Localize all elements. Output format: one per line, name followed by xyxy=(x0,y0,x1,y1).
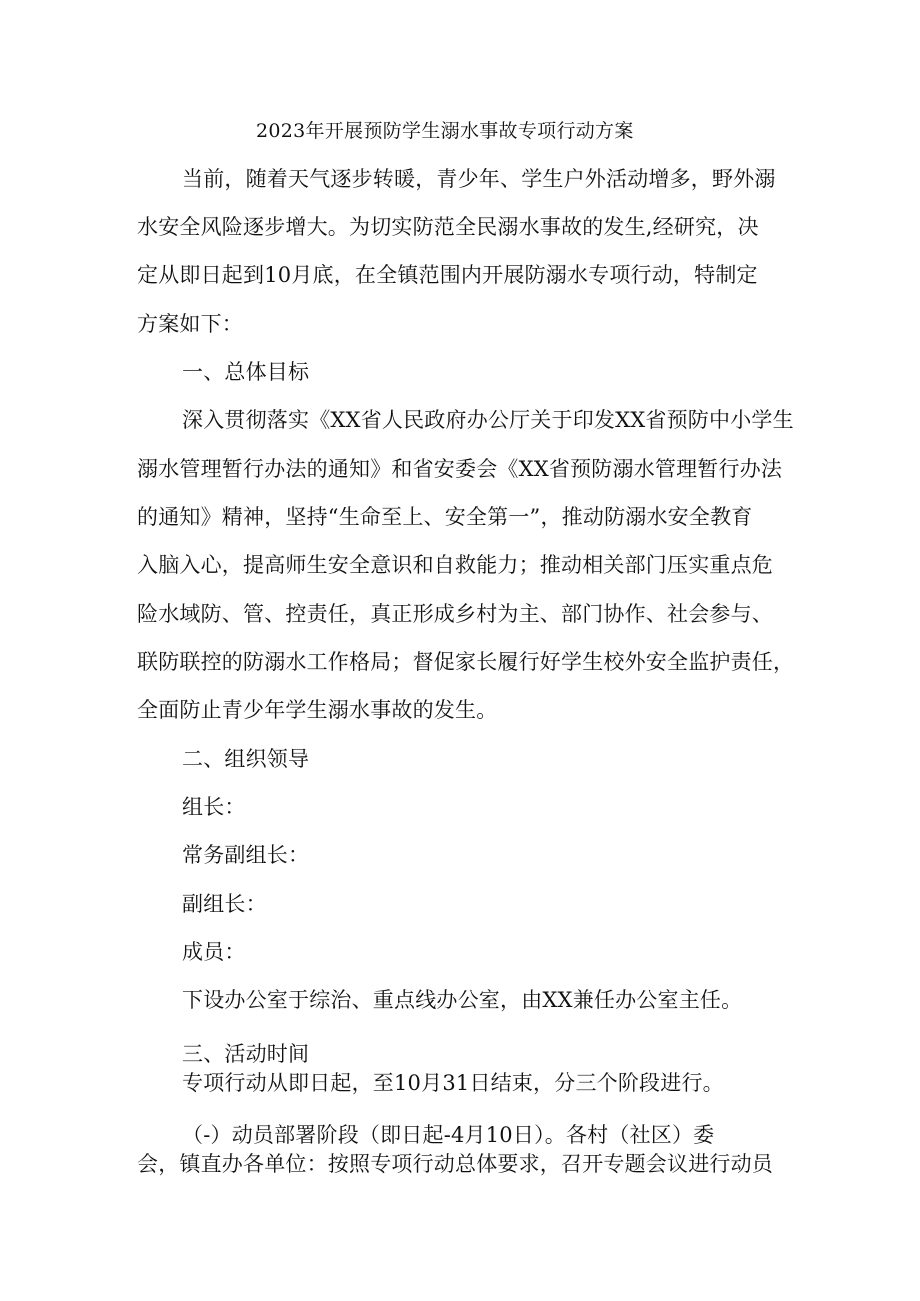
section1-line-4: 入脑入心，提高师生安全意识和自救能力；推动相关部门压实重点危 xyxy=(137,553,773,577)
intro-line-1: 当前，随着天气逐步转暖，青少年、学生户外活动增多，野外溺 xyxy=(182,167,776,191)
section1-line-1: 深入贯彻落实《XX省人民政府办公厅关于印发XX省预防中小学生 xyxy=(182,408,794,432)
document-title: 2023年开展预防学生溺水事故专项行动方案 xyxy=(256,120,634,142)
office-note: 下设办公室于综治、重点线办公室，由XX兼任办公室主任。 xyxy=(182,988,743,1012)
section1-line-5: 险水域防、管、控责任，真正形成乡村为主、部门协作、社会参与、 xyxy=(137,602,773,626)
role-team-leader: 组长： xyxy=(182,795,246,819)
intro-line-2: 水安全风险逐步增大。为切实防范全民溺水事故的发生,经研究，决 xyxy=(137,215,759,239)
section1-line-7: 全面防止青少年学生溺水事故的发生。 xyxy=(137,698,498,722)
intro-line-4: 方案如下： xyxy=(137,312,243,336)
section1-line-2: 溺水管理暂行办法的通知》和省安委会《XX省预防溺水管理暂行办法 xyxy=(137,457,783,481)
section1-line-6: 联防联控的防溺水工作格局；督促家长履行好学生校外安全监护责任， xyxy=(137,650,795,674)
section-heading-2: 二、组织领导 xyxy=(182,747,310,771)
section1-line-3: 的通知》精神，坚持“生命至上、安全第一”，推动防溺水安全教育 xyxy=(137,505,753,529)
section-heading-3: 三、活动时间 xyxy=(182,1042,310,1066)
phase1-line-2: 会，镇直办各单位：按照专项行动总体要求，召开专题会议进行动员 xyxy=(137,1152,773,1176)
section3-line-1: 专项行动从即日起，至10月31日结束，分三个阶段进行。 xyxy=(182,1071,724,1095)
role-executive-deputy-leader: 常务副组长： xyxy=(182,843,310,867)
phase1-line-1: （-）动员部署阶段（即日起-4月10日）。各村（社区）委 xyxy=(182,1123,715,1147)
role-deputy-leader: 副组长： xyxy=(182,892,267,916)
intro-line-3: 定从即日起到10月底，在全镇范围内开展防溺水专项行动，特制定 xyxy=(137,263,758,287)
role-members: 成员： xyxy=(182,940,246,964)
section-heading-1: 一、总体目标 xyxy=(182,360,310,384)
